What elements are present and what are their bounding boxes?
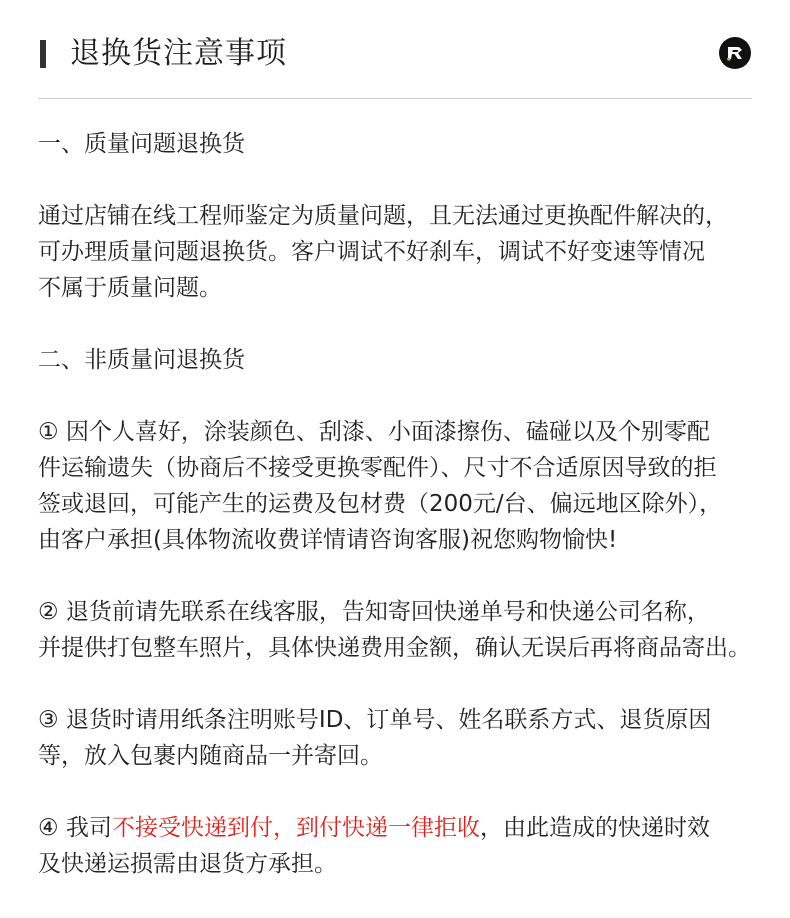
section-title-nonquality: 二、非质量问退换货 — [38, 347, 245, 373]
item4-highlight: 不接受快递到付，到付快递一律拒收 — [111, 815, 480, 841]
item4-line-1 — [38, 810, 768, 846]
header — [38, 30, 752, 78]
item1-line-1: ① 因个人喜好，涂装颜色、刮漆、小面漆擦伤、磕碰以及个别零配 — [38, 419, 710, 445]
title-accent-bar — [40, 40, 46, 68]
item4-line-2: 及快递运损需由退货方承担。 — [38, 851, 337, 877]
item1-line-3: 签或退回，可能产生的运费及包材费（200元/台、偏远地区除外）， — [38, 491, 723, 517]
brand-logo-icon — [719, 37, 751, 69]
header-divider — [38, 98, 752, 99]
item2-line-2: 并提供打包整车照片，具体快递费用金额，确认无误后再将商品寄出。 — [38, 635, 751, 661]
item3-line-1: ③ 退货时请用纸条注明账号ID、订单号、姓名联系方式、退货原因 — [38, 707, 712, 733]
item1-line-4: 由客户承担(具体物流收费详情请咨询客服)祝您购物愉快! — [38, 527, 618, 553]
page-title: 退换货注意事项 — [70, 36, 287, 71]
policy-content — [38, 126, 768, 882]
item2-line-1: ② 退货前请先联系在线客服，告知寄回快递单号和快递公司名称， — [38, 599, 710, 625]
item3-line-2: 等，放入包裹内随商品一并寄回。 — [38, 743, 383, 769]
item1-line-2: 件运输遗失（协商后不接受更换零配件）、尺寸不合适原因导致的拒 — [38, 455, 717, 481]
item4-suffix: ，由此造成的快递时效 — [479, 815, 710, 841]
quality-line-1: 通过店铺在线工程师鉴定为质量问题，且无法通过更换配件解决的， — [38, 203, 728, 229]
section-title-quality: 一、质量问题退换货 — [38, 131, 245, 157]
quality-line-3: 不属于质量问题。 — [38, 275, 222, 301]
quality-line-2: 可办理质量问题退换货。客户调试不好刹车，调试不好变速等情况 — [38, 239, 705, 265]
item4-prefix: ④ 我司 — [38, 815, 112, 841]
